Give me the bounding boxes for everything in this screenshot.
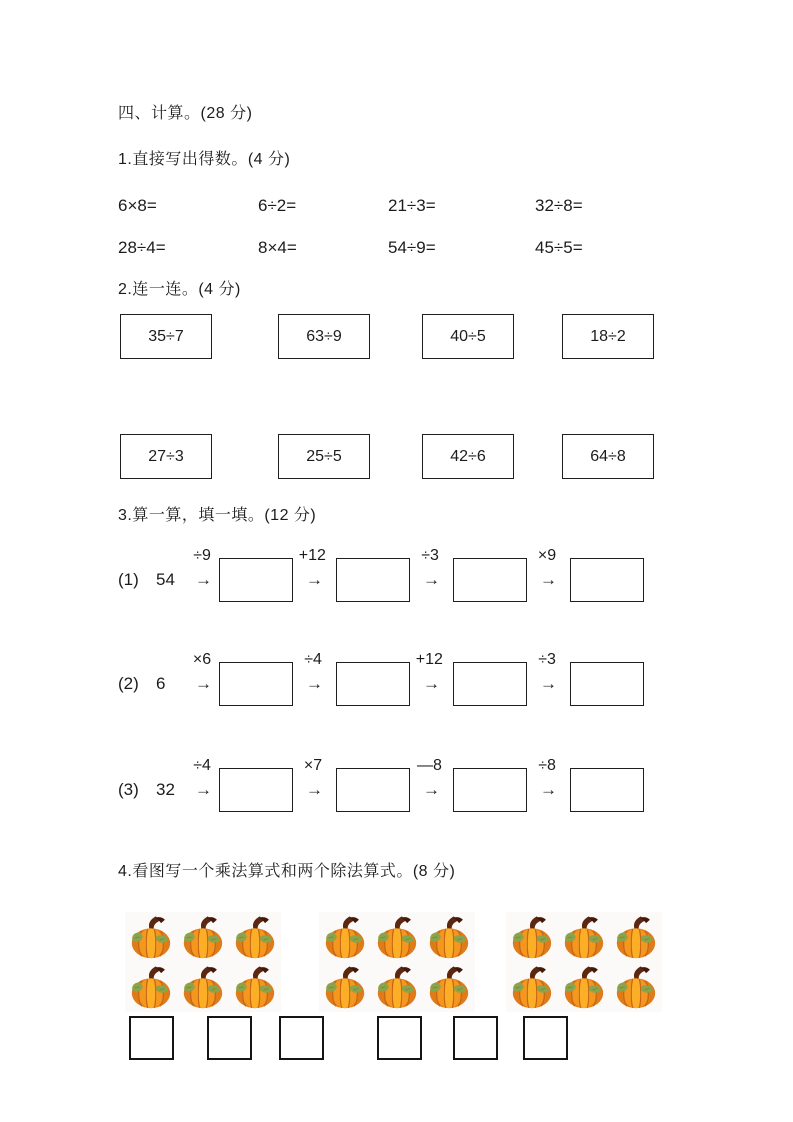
q2-title: 2.连一连。(4 分) — [118, 281, 241, 298]
pumpkin-cell — [506, 912, 558, 962]
pumpkin-icon — [178, 913, 228, 961]
chain-answer-box — [336, 662, 410, 706]
chain-start-value: 6 — [156, 674, 166, 693]
chain-arrow-cell — [188, 547, 219, 590]
pumpkin-icon — [126, 913, 176, 961]
chain-answer-box — [219, 558, 293, 602]
q2-match-row-bottom — [120, 434, 675, 479]
chain-operator-label: ÷3 — [538, 651, 556, 668]
pumpkin-icon — [178, 963, 228, 1011]
chain-label: (3) — [118, 780, 139, 799]
pumpkin-icon — [372, 913, 422, 961]
pumpkin-icon — [424, 963, 474, 1011]
arrow-right-icon: → — [306, 674, 323, 693]
pumpkin-cell — [371, 962, 423, 1012]
pumpkin-icon — [230, 963, 280, 1011]
calc-problem: 6×8= — [118, 196, 157, 215]
pumpkin-cell — [125, 912, 177, 962]
chain-operator-label: ×7 — [303, 757, 323, 774]
chain-answer-box — [570, 662, 644, 706]
chain-operator-label: ÷9 — [193, 547, 211, 564]
chain-operator-label: —8 — [417, 757, 442, 774]
pumpkin-icon — [320, 963, 370, 1011]
calc-problem: 8×4= — [258, 238, 297, 257]
q3-title: 3.算一算，填一填。(12 分) — [118, 507, 317, 524]
pumpkin-cell — [506, 962, 558, 1012]
pumpkin-cell — [558, 912, 610, 962]
match-box: 27÷3 — [120, 434, 212, 479]
arrow-right-icon: → — [540, 780, 557, 799]
arrow-right-icon: → — [306, 780, 323, 799]
answer-box — [279, 1016, 324, 1060]
chain-row — [118, 757, 675, 812]
pumpkin-icon — [559, 963, 609, 1011]
pumpkin-cell — [558, 962, 610, 1012]
answer-box — [523, 1016, 568, 1060]
calc-problem: 45÷5= — [535, 238, 583, 257]
pumpkin-cell — [319, 962, 371, 1012]
chain-arrow-cell — [188, 757, 219, 800]
chain-answer-box — [219, 768, 293, 812]
chain-arrow-cell — [293, 651, 336, 694]
answer-box — [377, 1016, 422, 1060]
chain-answer-box — [453, 768, 527, 812]
chain-operator-label: ×9 — [537, 547, 557, 564]
pumpkin-icon — [424, 913, 474, 961]
arrow-right-icon: → — [423, 780, 440, 799]
q1-problem-grid — [118, 196, 675, 258]
chain-start-value: 54 — [156, 570, 175, 589]
match-box: 40÷5 — [422, 314, 514, 359]
pumpkin-icon — [372, 963, 422, 1011]
chain-answer-box — [570, 768, 644, 812]
calc-problem: 32÷8= — [535, 196, 583, 215]
arrow-right-icon: → — [306, 570, 323, 589]
chain-answer-box — [219, 662, 293, 706]
pumpkin-cell — [177, 962, 229, 1012]
chain-row — [118, 651, 675, 706]
answer-box — [129, 1016, 174, 1060]
chain-answer-box — [336, 768, 410, 812]
chain-operator-label: ×6 — [192, 651, 212, 668]
pumpkin-cell — [125, 962, 177, 1012]
chain-arrow-cell — [527, 757, 570, 800]
pumpkin-icon — [507, 913, 557, 961]
chain-arrow-cell — [293, 547, 336, 590]
q4-answer-boxes — [129, 1016, 675, 1060]
chain-answer-box — [336, 558, 410, 602]
chain-operator-label: +12 — [415, 651, 443, 668]
arrow-right-icon: → — [540, 674, 557, 693]
match-box: 64÷8 — [562, 434, 654, 479]
pumpkin-image-area — [125, 912, 675, 1012]
pumpkin-cell — [423, 912, 475, 962]
chain-operator-label: +12 — [298, 547, 326, 564]
calc-row — [118, 238, 675, 258]
arrow-right-icon: → — [423, 674, 440, 693]
pumpkin-icon — [611, 913, 661, 961]
chain-arrow-cell — [527, 547, 570, 590]
pumpkin-cell — [229, 912, 281, 962]
q3-chains — [118, 547, 675, 812]
calc-problem: 28÷4= — [118, 238, 166, 257]
chain-arrow-cell — [293, 757, 336, 800]
chain-arrow-cell — [188, 651, 219, 694]
pumpkin-group — [506, 912, 662, 1012]
section-title: 四、计算。(28 分) — [118, 105, 253, 122]
pumpkin-cell — [610, 962, 662, 1012]
pumpkin-cell — [229, 962, 281, 1012]
calc-problem: 54÷9= — [388, 238, 436, 257]
chain-operator-label: ÷3 — [421, 547, 439, 564]
chain-arrow-cell — [410, 757, 453, 800]
chain-operator-label: ÷4 — [304, 651, 322, 668]
match-box: 42÷6 — [422, 434, 514, 479]
match-box: 18÷2 — [562, 314, 654, 359]
match-box: 63÷9 — [278, 314, 370, 359]
chain-answer-box — [453, 662, 527, 706]
chain-start-value: 32 — [156, 780, 175, 799]
answer-box — [453, 1016, 498, 1060]
chain-operator-label: ÷4 — [193, 757, 211, 774]
pumpkin-cell — [177, 912, 229, 962]
pumpkin-icon — [320, 913, 370, 961]
arrow-right-icon: → — [195, 570, 212, 589]
q1-title: 1.直接写出得数。(4 分) — [118, 151, 291, 168]
answer-box — [207, 1016, 252, 1060]
pumpkin-group — [125, 912, 281, 1012]
match-box: 35÷7 — [120, 314, 212, 359]
calc-row — [118, 196, 675, 216]
q4-title: 4.看图写一个乘法算式和两个除法算式。(8 分) — [118, 863, 456, 880]
chain-label: (2) — [118, 674, 139, 693]
chain-answer-box — [453, 558, 527, 602]
arrow-right-icon: → — [195, 780, 212, 799]
match-box: 25÷5 — [278, 434, 370, 479]
pumpkin-icon — [559, 913, 609, 961]
chain-arrow-cell — [410, 651, 453, 694]
calc-problem: 21÷3= — [388, 196, 436, 215]
pumpkin-cell — [423, 962, 475, 1012]
q2-match-row-top — [120, 314, 675, 359]
chain-arrow-cell — [527, 651, 570, 694]
pumpkin-icon — [611, 963, 661, 1011]
chain-answer-box — [570, 558, 644, 602]
pumpkin-cell — [319, 912, 371, 962]
chain-row — [118, 547, 675, 602]
pumpkin-cell — [610, 912, 662, 962]
chain-label: (1) — [118, 570, 139, 589]
arrow-right-icon: → — [540, 570, 557, 589]
pumpkin-cell — [371, 912, 423, 962]
chain-arrow-cell — [410, 547, 453, 590]
chain-operator-label: ÷8 — [538, 757, 556, 774]
pumpkin-icon — [126, 963, 176, 1011]
pumpkin-icon — [230, 913, 280, 961]
pumpkin-icon — [507, 963, 557, 1011]
pumpkin-group — [319, 912, 475, 1012]
calc-problem: 6÷2= — [258, 196, 297, 215]
arrow-right-icon: → — [195, 674, 212, 693]
arrow-right-icon: → — [423, 570, 440, 589]
